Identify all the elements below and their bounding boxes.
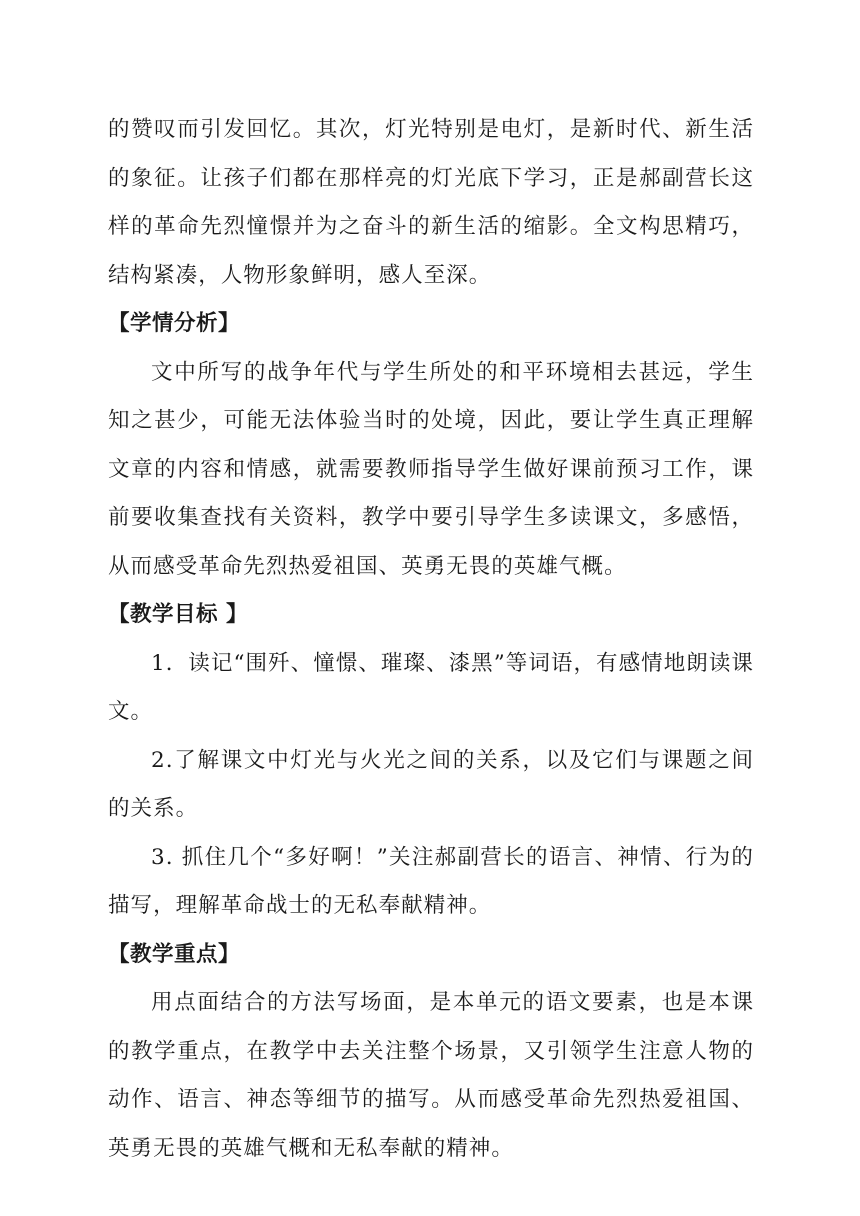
- teaching-focus-paragraph: 用点面结合的方法写场面，是本单元的语文要素，也是本课的教学重点，在教学中去关注整个场景，又引领学生注意人物的动作、语言、神态等细节的描写。从而感受革命先烈热爱祖国、英勇无畏的英雄气概和无私奉献的精神。: [108, 990, 754, 1161]
- learning-analysis-paragraph: 文中所写的战争年代与学生所处的和平环境相去甚远，学生知之甚少，可能无法体验当时的处境，因此，要让学生真正理解文章的内容和情感，就需要教师指导学生做好课前预习工作，课前要收集查找有关资料，教学中要引导学生多读课文，多感悟，从而感受革命先烈热爱祖国、英勇无畏的英雄气概。: [108, 359, 754, 579]
- objective-item-1: 1．读记“围歼、憧憬、璀璨、漆黑”等词语，有感情地朗读课文。: [108, 650, 754, 724]
- objective-item-3: 3. 抓住几个“多好啊！”关注郝副营长的语言、神情、行为的描写，理解革命战士的无私奉献精神。: [108, 844, 754, 918]
- document-body: [108, 106, 754, 1173]
- section-heading-learning-analysis: 【学情分析】: [108, 311, 241, 336]
- section-learning-analysis: [108, 300, 754, 591]
- section-teaching-focus: [108, 931, 754, 1174]
- section-teaching-objectives: [108, 591, 754, 931]
- section-heading-teaching-objectives: 【教学目标 】: [108, 602, 248, 627]
- section-heading-teaching-focus: 【教学重点】: [108, 941, 241, 967]
- intro-continuation-paragraph: 的赞叹而引发回忆。其次，灯光特别是电灯，是新时代、新生活的象征。让孩子们都在那样亮的灯光底下学习，正是郝副营长这样的革命先烈憧憬并为之奋斗的新生活的缩影。全文构思精巧，结构紧凑，人物形象鲜明，感人至深。: [108, 117, 754, 288]
- objective-item-2: 2.了解课文中灯光与火光之间的关系，以及它们与课题之间的关系。: [108, 747, 754, 821]
